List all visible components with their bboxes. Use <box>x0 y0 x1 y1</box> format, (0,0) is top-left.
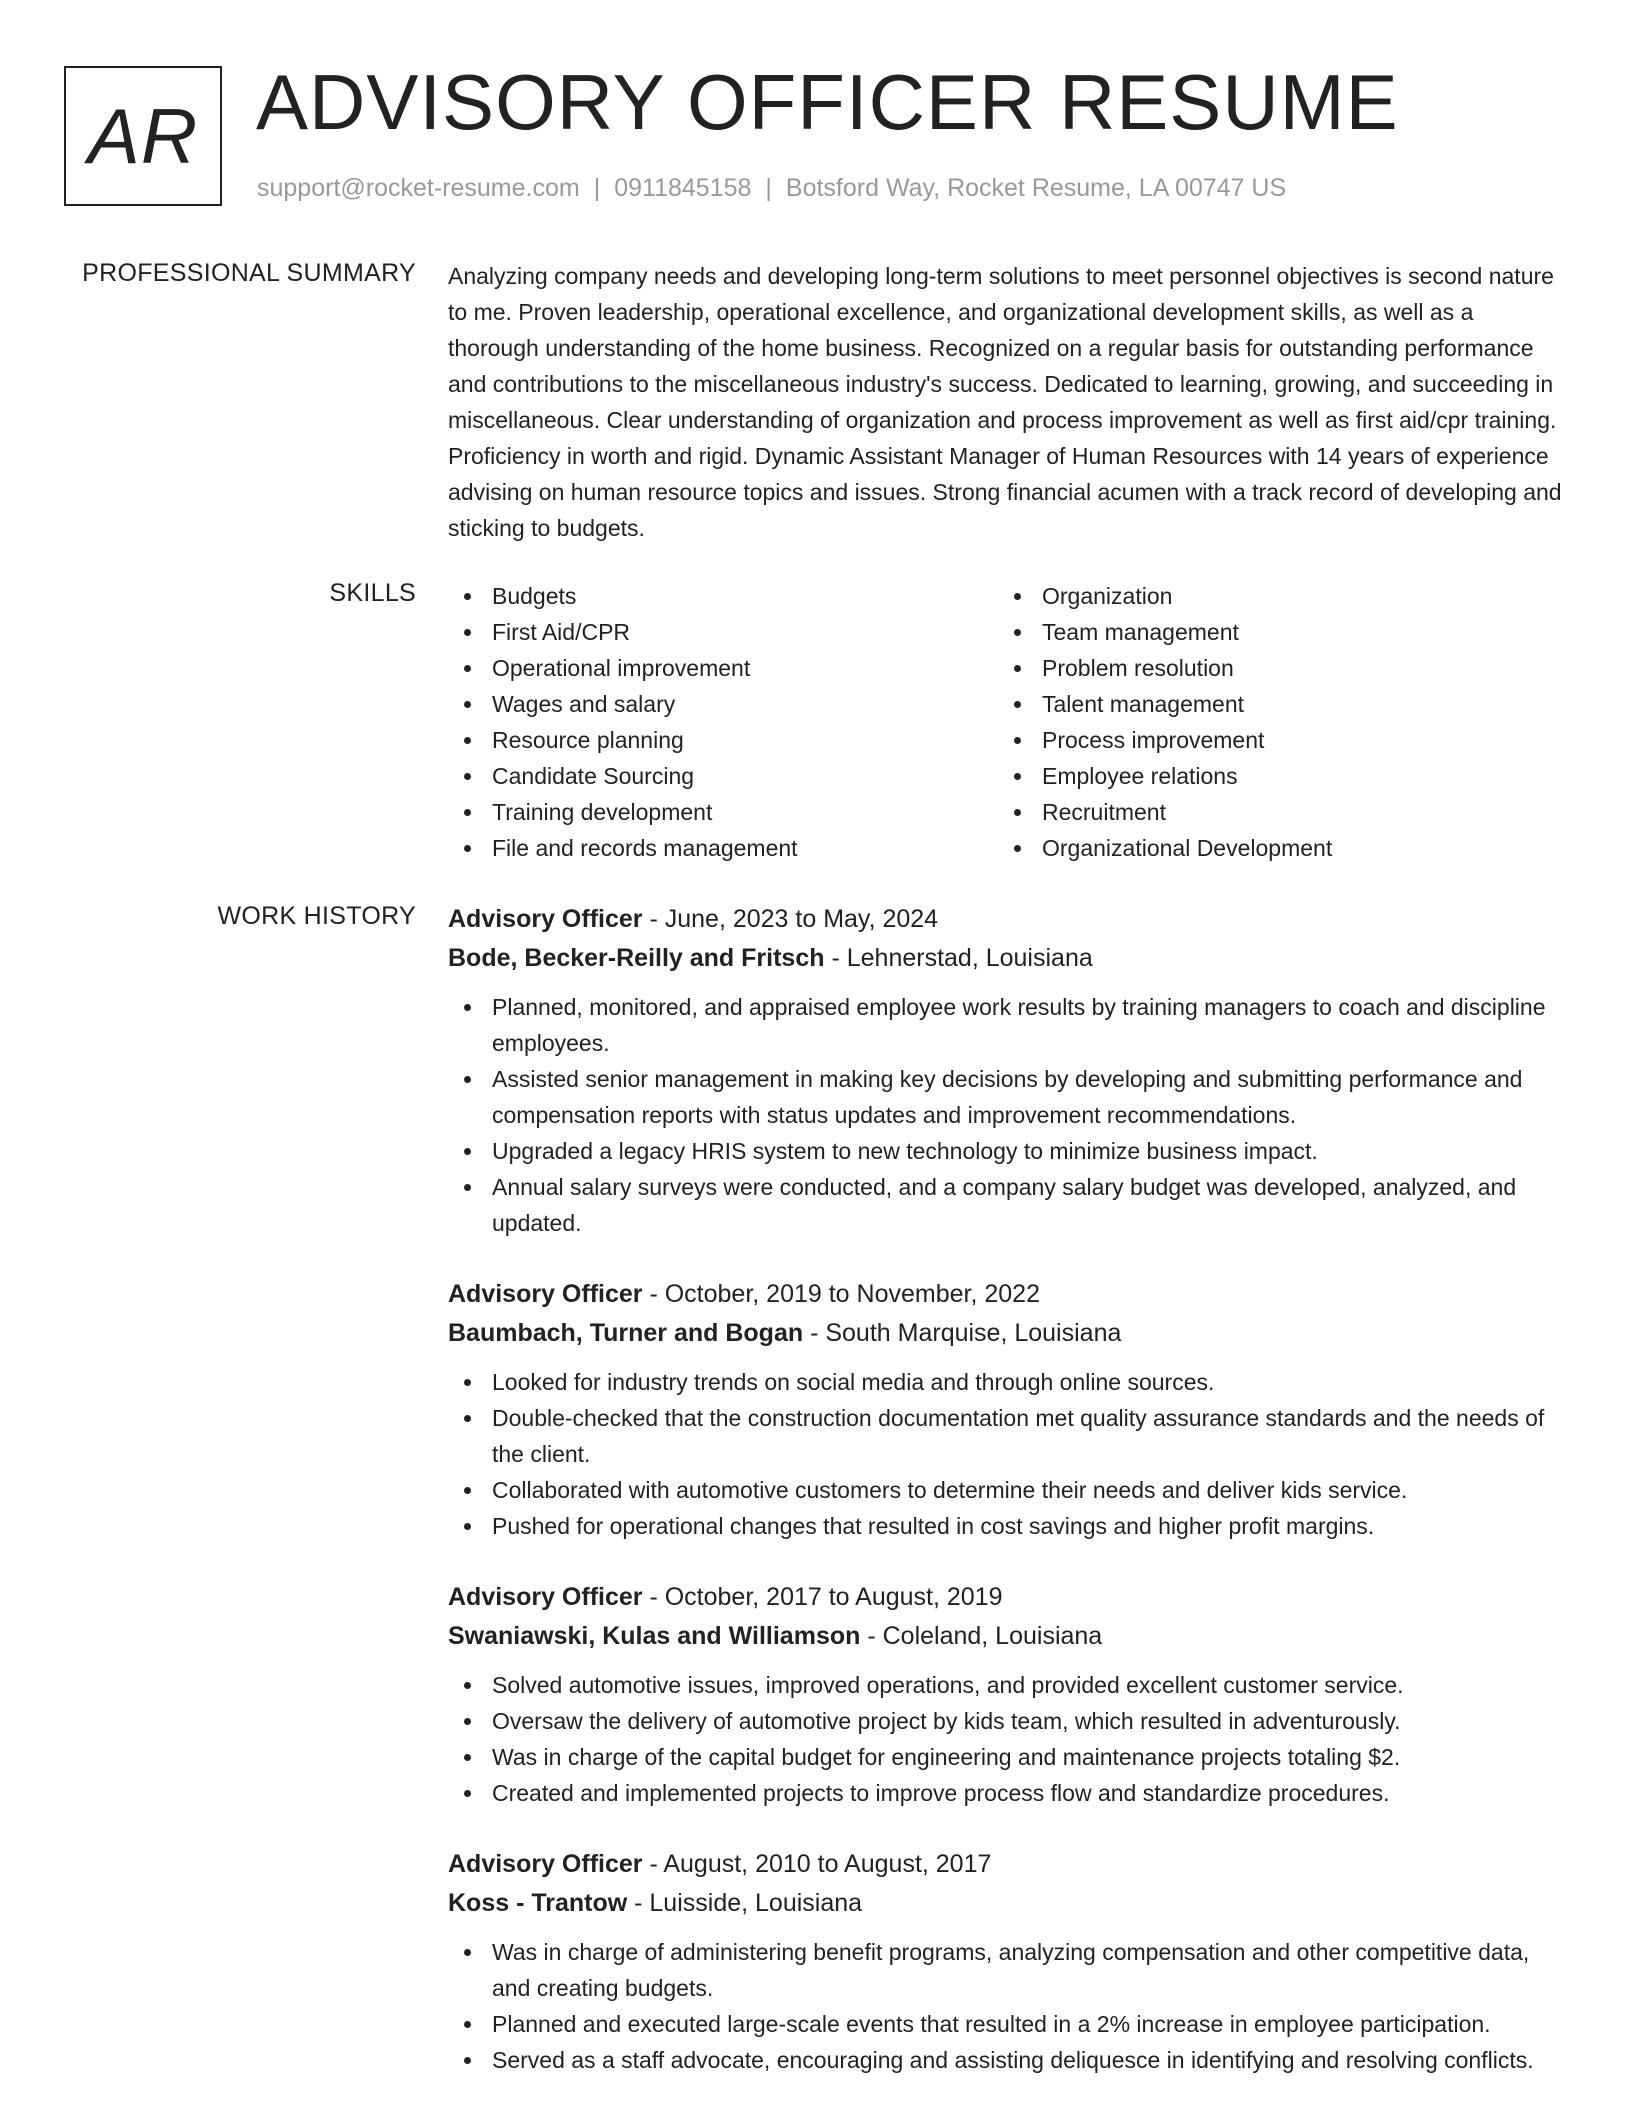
contact-email[interactable]: support@rocket-resume.com <box>257 174 580 202</box>
job-bullet: Planned and executed large-scale events that resulted in a 2% increase in employee participation. <box>448 2006 1568 2042</box>
skills-section <box>448 578 1568 866</box>
skill-item: Candidate Sourcing <box>448 758 998 794</box>
job-bullets <box>448 989 1568 1241</box>
skill-item: Operational improvement <box>448 650 998 686</box>
job-dates: - June, 2023 to May, 2024 <box>642 905 939 933</box>
job-bullet: Planned, monitored, and appraised employee work results by training managers to coach and discipline employees. <box>448 989 1568 1061</box>
job-bullet: Collaborated with automotive customers to determine their needs and deliver kids service. <box>448 1472 1568 1508</box>
skill-item: File and records management <box>448 830 998 866</box>
summary-section <box>448 258 1568 546</box>
job-company: Swaniawski, Kulas and Williamson <box>448 1622 861 1650</box>
work-history-heading: WORK HISTORY <box>217 902 416 930</box>
monogram-box <box>64 66 222 206</box>
skill-item: Resource planning <box>448 722 998 758</box>
job-bullet: Looked for industry trends on social media and through online sources. <box>448 1364 1568 1400</box>
summary-heading: PROFESSIONAL SUMMARY <box>82 259 416 287</box>
work-history-section <box>448 900 1568 2112</box>
contact-address: Botsford Way, Rocket Resume, LA 00747 US <box>785 174 1287 202</box>
job-company: Koss - Trantow <box>448 1889 628 1917</box>
job-bullet: Served as a staff advocate, encouraging and assisting deliquesce in identifying and resolving conflicts. <box>448 2042 1568 2078</box>
contact-line <box>257 174 1286 203</box>
job-company: Bode, Becker-Reilly and Fritsch <box>448 944 825 972</box>
job-dates: - October, 2019 to November, 2022 <box>642 1280 1040 1308</box>
job-title-line <box>448 1275 1568 1314</box>
job-bullets <box>448 1934 1568 2078</box>
job-title: Advisory Officer <box>448 1583 643 1611</box>
contact-separator: | <box>593 174 601 202</box>
job-bullet: Pushed for operational changes that resulted in cost savings and higher profit margins. <box>448 1508 1568 1544</box>
job-location: - Coleland, Louisiana <box>860 1622 1103 1650</box>
skill-item: Recruitment <box>998 794 1548 830</box>
job-title-line <box>448 1578 1568 1617</box>
skill-item: Employee relations <box>998 758 1548 794</box>
job-company-line <box>448 939 1568 978</box>
job-company: Baumbach, Turner and Bogan <box>448 1319 804 1347</box>
job-title: Advisory Officer <box>448 1850 643 1878</box>
skills-list-left <box>448 578 998 866</box>
job-dates: - October, 2017 to August, 2019 <box>642 1583 1003 1611</box>
skill-item: Wages and salary <box>448 686 998 722</box>
monogram-initials: AR <box>87 91 199 180</box>
skill-item: Problem resolution <box>998 650 1548 686</box>
job-company-line <box>448 1884 1568 1923</box>
job-title: Advisory Officer <box>448 905 643 933</box>
job-bullet: Was in charge of the capital budget for engineering and maintenance projects totaling $2. <box>448 1739 1568 1775</box>
job-bullet: Created and implemented projects to improve process flow and standardize procedures. <box>448 1775 1568 1811</box>
skill-item: Training development <box>448 794 998 830</box>
skills-list-right <box>998 578 1548 866</box>
job-entry <box>448 1578 1568 1811</box>
job-entry <box>448 900 1568 1241</box>
skill-item: First Aid/CPR <box>448 614 998 650</box>
job-title-line <box>448 1845 1568 1884</box>
skill-item: Organization <box>998 578 1548 614</box>
job-title: Advisory Officer <box>448 1280 643 1308</box>
job-bullet: Was in charge of administering benefit programs, analyzing compensation and other competitive data, and creating budgets. <box>448 1934 1568 2006</box>
resume-title: ADVISORY OFFICER RESUME <box>256 58 1399 146</box>
skill-item: Talent management <box>998 686 1548 722</box>
job-location: - Luisside, Louisiana <box>627 1889 863 1917</box>
job-company-line <box>448 1314 1568 1353</box>
job-entry <box>448 1845 1568 2078</box>
skills-heading: SKILLS <box>329 579 416 607</box>
contact-phone[interactable]: 0911845158 <box>614 174 752 202</box>
job-location: - Lehnerstad, Louisiana <box>824 944 1093 972</box>
summary-text: Analyzing company needs and developing long-term solutions to meet personnel objectives is second nature to me. Proven leadership, operational excellence, and organizational development skills, as well as a thorough understanding of the home business. Recognized on a regular basis for outstanding performance and contributions to the miscellaneous industry's success. Dedicated to learning, growing, and succeeding in miscellaneous. Clear understanding of organization and process improvement as well as first aid/cpr training. Proficiency in worth and rigid. Dynamic Assistant Manager of Human Resources with 14 years of experience advising on human resource topics and issues. Strong financial acumen with a track record of developing and sticking to budgets. <box>448 263 1562 541</box>
skill-item: Organizational Development <box>998 830 1548 866</box>
job-bullet: Annual salary surveys were conducted, and a company salary budget was developed, analyzed, and updated. <box>448 1169 1568 1241</box>
job-entry <box>448 1275 1568 1544</box>
job-bullet: Double-checked that the construction documentation met quality assurance standards and the needs of the client. <box>448 1400 1568 1472</box>
skill-item: Budgets <box>448 578 998 614</box>
job-company-line <box>448 1617 1568 1656</box>
job-bullet: Assisted senior management in making key decisions by developing and submitting performance and compensation reports with status updates and improvement recommendations. <box>448 1061 1568 1133</box>
job-bullets <box>448 1667 1568 1811</box>
job-bullets <box>448 1364 1568 1544</box>
skill-item: Team management <box>998 614 1548 650</box>
job-bullet: Oversaw the delivery of automotive project by kids team, which resulted in adventurously. <box>448 1703 1568 1739</box>
job-dates: - August, 2010 to August, 2017 <box>642 1850 992 1878</box>
job-bullet: Upgraded a legacy HRIS system to new technology to minimize business impact. <box>448 1133 1568 1169</box>
job-location: - South Marquise, Louisiana <box>803 1319 1122 1347</box>
job-bullet: Solved automotive issues, improved operations, and provided excellent customer service. <box>448 1667 1568 1703</box>
job-title-line <box>448 900 1568 939</box>
contact-separator: | <box>765 174 772 202</box>
skill-item: Process improvement <box>998 722 1548 758</box>
